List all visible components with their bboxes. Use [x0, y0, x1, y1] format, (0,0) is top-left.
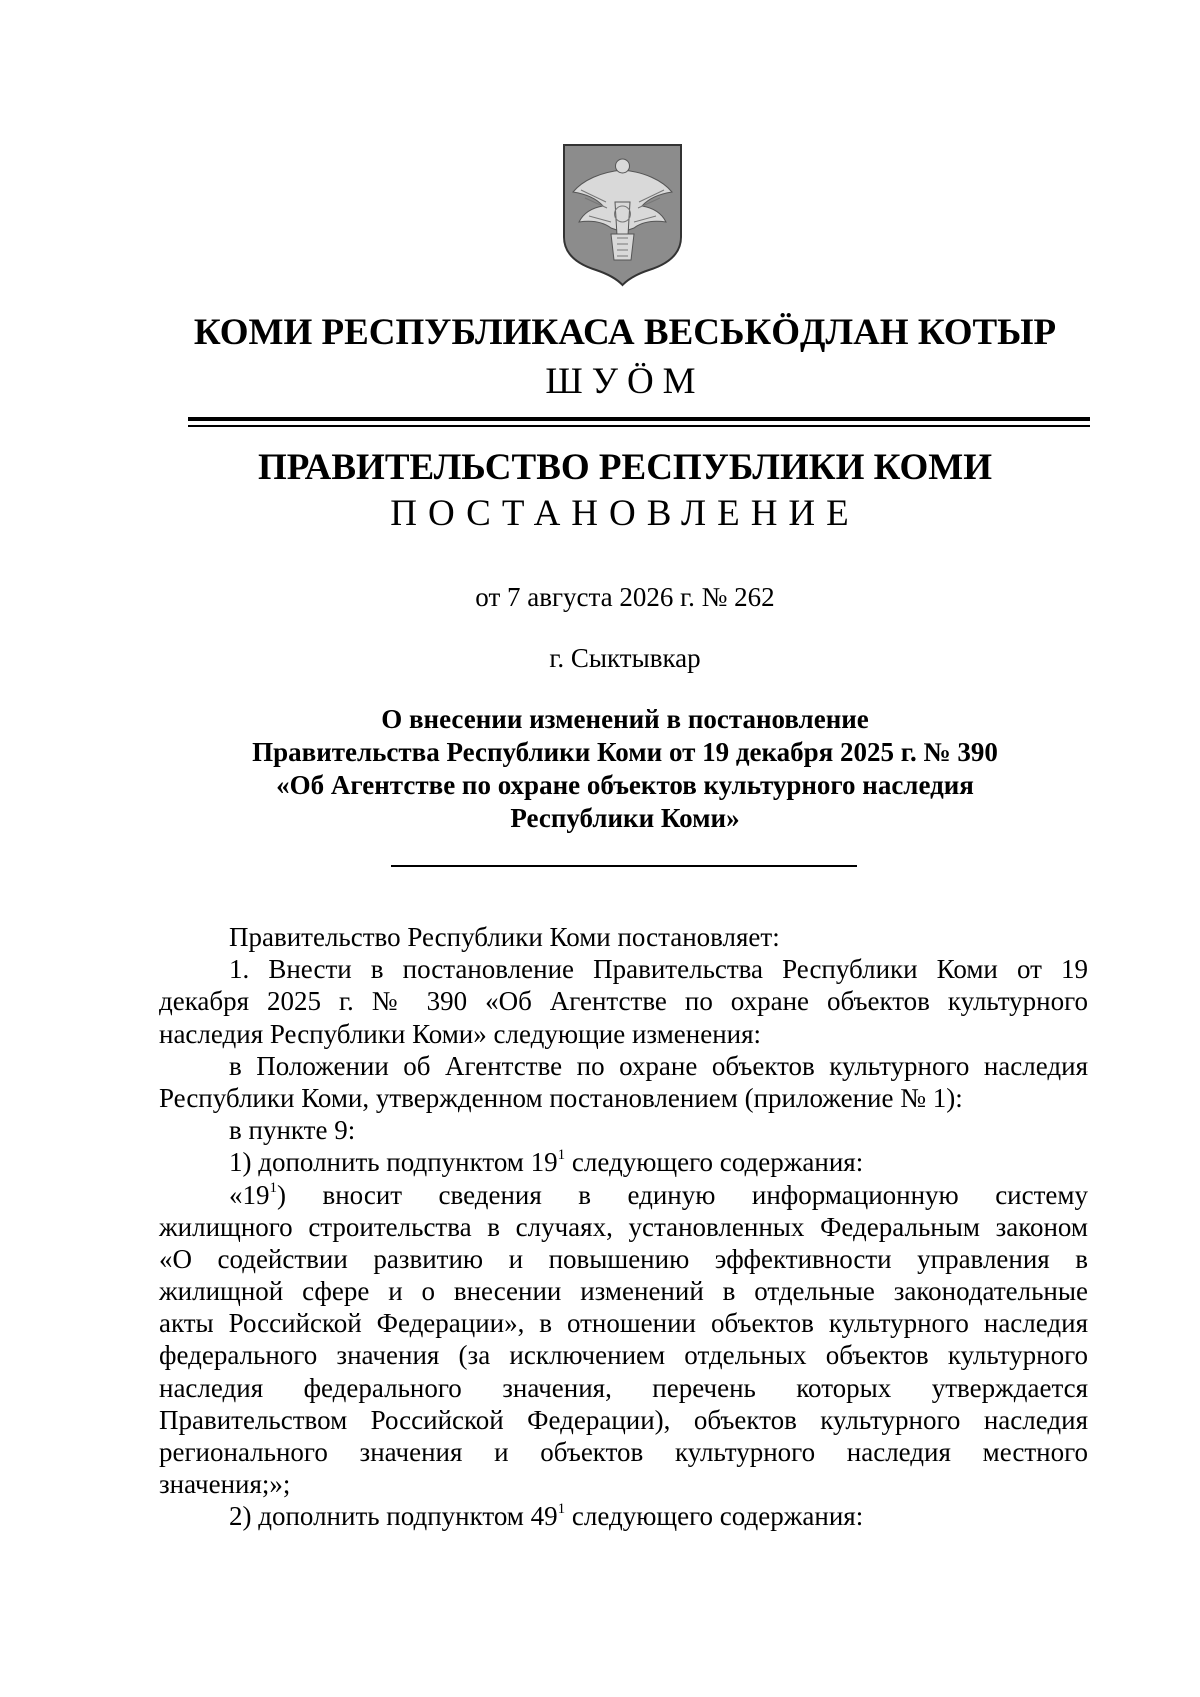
body-line: жилищной сфере и о внесении изменений в отдельные законодательные: [159, 1276, 1088, 1307]
body-line: [159, 1500, 1088, 1532]
document-city: г. Сыктывкар: [549, 643, 701, 673]
superscript: 1: [557, 1501, 566, 1518]
subject-line: Республики Коми»: [510, 803, 740, 833]
body-line: в Положении об Агентстве по охране объектов культурного наследия: [229, 1050, 1088, 1081]
government-title: ПРАВИТЕЛЬСТВО РЕСПУБЛИКИ КОМИ: [258, 447, 992, 488]
body-text: следующего содержания:: [565, 1147, 864, 1178]
body-line: акты Российской Федерации», в отношении объектов культурного наследия: [159, 1308, 1088, 1339]
document-subject: [0, 703, 1200, 835]
body-line: [159, 1146, 1088, 1178]
body-line: наследия Республики Коми» следующие изменения:: [159, 1018, 762, 1049]
subject-line: Правительства Республики Коми от 19 декабря 2025 г. № 390: [252, 737, 998, 767]
body-line: наследия федерального значения, перечень которых утверждается: [159, 1372, 1088, 1403]
document-date-number: от 7 августа 2026 г. № 262: [475, 582, 775, 612]
body-line: 1. Внести в постановление Правительства Республики Коми от 19: [229, 954, 1088, 985]
body-line: Правительство Республики Коми постановляет:: [229, 922, 780, 952]
body-line: «О содействии развитию и повышению эффективности управления в: [159, 1243, 1088, 1274]
superscript: 1: [557, 1147, 566, 1164]
body-line: значения;»;: [159, 1469, 291, 1500]
document-body: [159, 921, 1088, 1533]
subject-divider: [391, 865, 857, 867]
document-type: ПОСТАНОВЛЕНИЕ: [390, 493, 860, 534]
coat-of-arms-emblem: [561, 142, 684, 287]
body-line: регионального значения и объектов культурного наследия местного: [159, 1437, 1088, 1467]
body-line: федерального значения (за исключением отдельных объектов культурного: [159, 1340, 1088, 1371]
subject-line: «Об Агентстве по охране объектов культурного наследия: [276, 770, 974, 800]
superscript: 1: [269, 1179, 277, 1196]
body-line: жилищного строительства в случаях, установленных Федеральным законом: [159, 1211, 1088, 1242]
body-line: декабря 2025 г. № 390 «Об Агентстве по охране объектов культурного: [159, 986, 1088, 1017]
body-text: ) вносит сведения в единую информационную систему: [277, 1179, 1088, 1210]
body-line: Правительством Российской Федерации), объектов культурного наследия: [159, 1404, 1088, 1435]
komi-government-title: КОМИ РЕСПУБЛИКАСА ВЕСЬКӦДЛАН КОТЫР: [193, 312, 1057, 353]
body-text: 2) дополнить подпунктом 49: [229, 1501, 558, 1532]
body-text: следующего содержания:: [565, 1501, 864, 1532]
subject-line: О внесении изменений в постановление: [381, 704, 869, 734]
body-text: 1) дополнить подпунктом 19: [229, 1147, 558, 1178]
body-line: Республики Коми, утвержденном постановлением (приложение № 1):: [159, 1082, 963, 1113]
body-line: в пункте 9:: [229, 1115, 356, 1146]
body-line: [159, 1179, 1088, 1211]
header-divider-thin: [188, 425, 1090, 427]
header-divider-thick: [188, 417, 1090, 421]
komi-document-type: ШУӦМ: [545, 361, 705, 402]
body-text: «19: [229, 1179, 270, 1210]
